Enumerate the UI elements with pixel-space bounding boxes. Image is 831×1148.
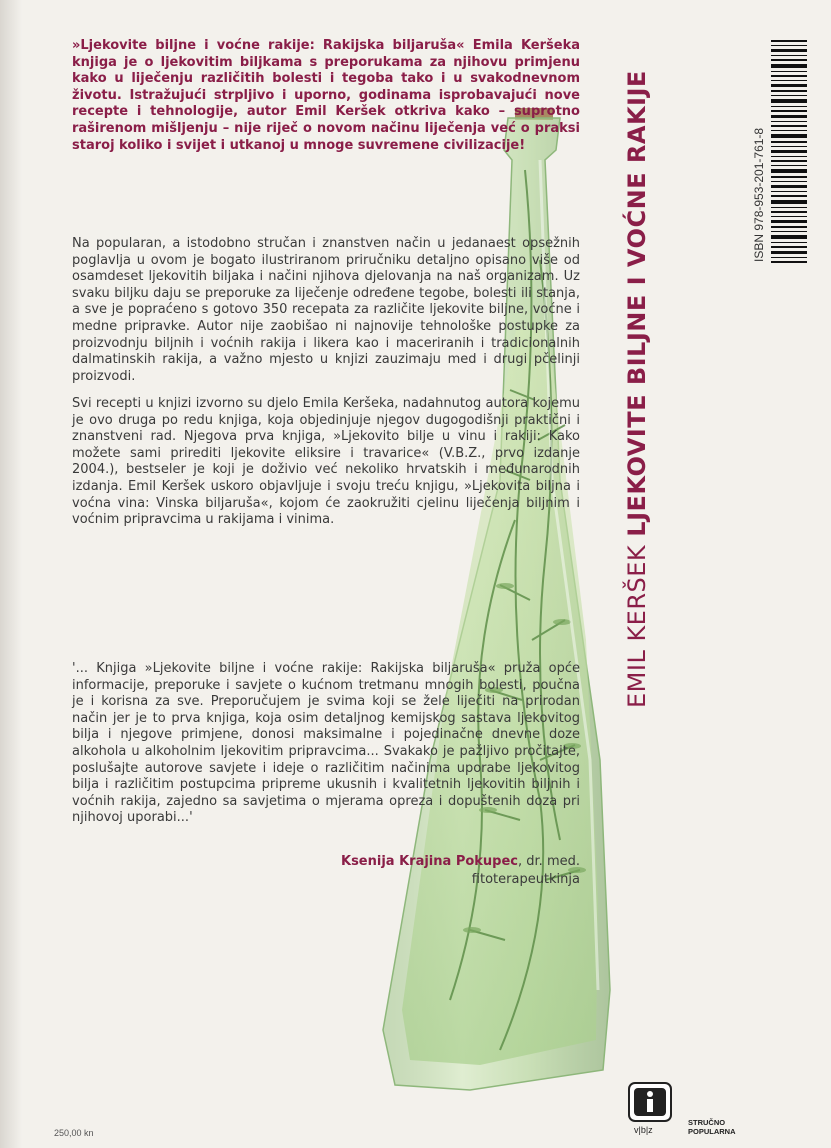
- series-label: [688, 1118, 736, 1136]
- review-quote: '... Knjiga »Ljekovite biljne i voćne rakije: Rakijska biljaruša« pruža opće informacije, preporuke i savjete o kućnom tretmanu mnogih bolesti, poučna je i korisna za sve. Preporučujem je svima koji se žele liječiti na prirodan način jer je to prva knjiga, koja osim detaljnog kemijskog sastava ljekovitog bilja i njegove primjene, donosi maksimalne i pojedinačne dnevne doze alkohola u alkoholnim ljekovitim pripravcima... Svakako je pažljivo pročitajte, poslušajte autorove savjete i ideje o različitim načinima uporabe ljekovitog bilja i različitim postupcima pripreme ukusnih i kvalitetnih ljekovitih biljnih i voćnih rakija, zajedno sa savjetima o mjerama opreza i dopuštenih doza pri njihovoj uporabi...': [72, 661, 580, 826]
- info-i-icon: [628, 1082, 672, 1122]
- author-paragraph: Svi recepti u knjizi izvorno su djelo Emila Keršeka, nadahnutog autora kojemu je ovo druga po redu knjiga, koja objedinjuje njegov dugogodišnji praktični i znanstveni rad. Njegova prva knjiga, »Ljekovito bilje u vinu i rakiji: Kako možete sami prirediti ljekovite eliksire i travarice« (V.B.Z., prvo izdanje 2004.), bestseler je koji je doživio već nekoliko hrvatskih i međunarodnih izdanja. Emil Keršek uskoro objavljuje i svoju treću knjigu, »Ljekovita biljna i voćna vina: Vinska biljaruša«, kojom će zaokružiti cjelinu liječenja biljnim i voćnim pripravcima u rakijama i vinima.: [72, 396, 580, 528]
- book-title: LJEKOVITE BILJNE I VOĆNE RAKIJE: [623, 70, 651, 537]
- reviewer-title: , dr. med.: [518, 854, 580, 869]
- author-name: EMIL KERŠEK: [623, 544, 651, 708]
- isbn-number: ISBN 978-953-201-761-8: [752, 127, 766, 262]
- reviewer-signature: [300, 854, 580, 871]
- price-label: 250,00 kn: [54, 1128, 94, 1138]
- barcode: [769, 38, 809, 266]
- vertical-title: [623, 70, 651, 708]
- publisher-logo-text: v|b|z: [634, 1125, 653, 1135]
- reviewer-name: Ksenija Krajina Pokupec: [341, 854, 519, 869]
- reviewer-role: fitoterapeutkinja: [471, 872, 580, 887]
- series-line-1: STRUČNO: [688, 1118, 726, 1127]
- description-paragraph: Na popularan, a istodobno stručan i znanstven način u jedanaest opsežnih poglavlja u ovom je bogato ilustriranom priručniku detaljno opisano više od osamdeset ljekovitih biljaka i načini njihova djelovanja na naš organizam. Uz svaku biljku daju se preporuke za liječenje određene tegobe, bolesti ili stanja, a sve je popraćeno s gotovo 350 recepata za različite ljekovite biljne, voćne i medne pripravke. Autor nije zaobišao ni najnovije tehnološke postupke za proizvodnju biljnih i voćnih rakija i likera kao i maceriranih i tradicionalnih dalmatinskih rakija, a važno mjesto u knjizi zauzimaju med i drugi pčelinji proizvodi.: [72, 236, 580, 384]
- series-line-2: POPULARNA: [688, 1127, 736, 1136]
- blurb-text: »Ljekovite biljne i voćne rakije: Rakijska biljaruša« Emila Keršeka knjiga je o ljekovitim biljkama s preporukama za njihovu primjenu kako u liječenju različitih bolesti i tegoba tako i u svakodnevnom životu. Istražujući strpljivo i uporno, godinama isprobavajući nove recepte i tehnologije, autor Emil Keršek otkriva kako – suprotno raširenom mišljenju – nije riječ o novom načinu liječenja već o praksi staroj koliko i svijet i utkanoj u mnoge suvremene civilizacije!: [72, 38, 580, 153]
